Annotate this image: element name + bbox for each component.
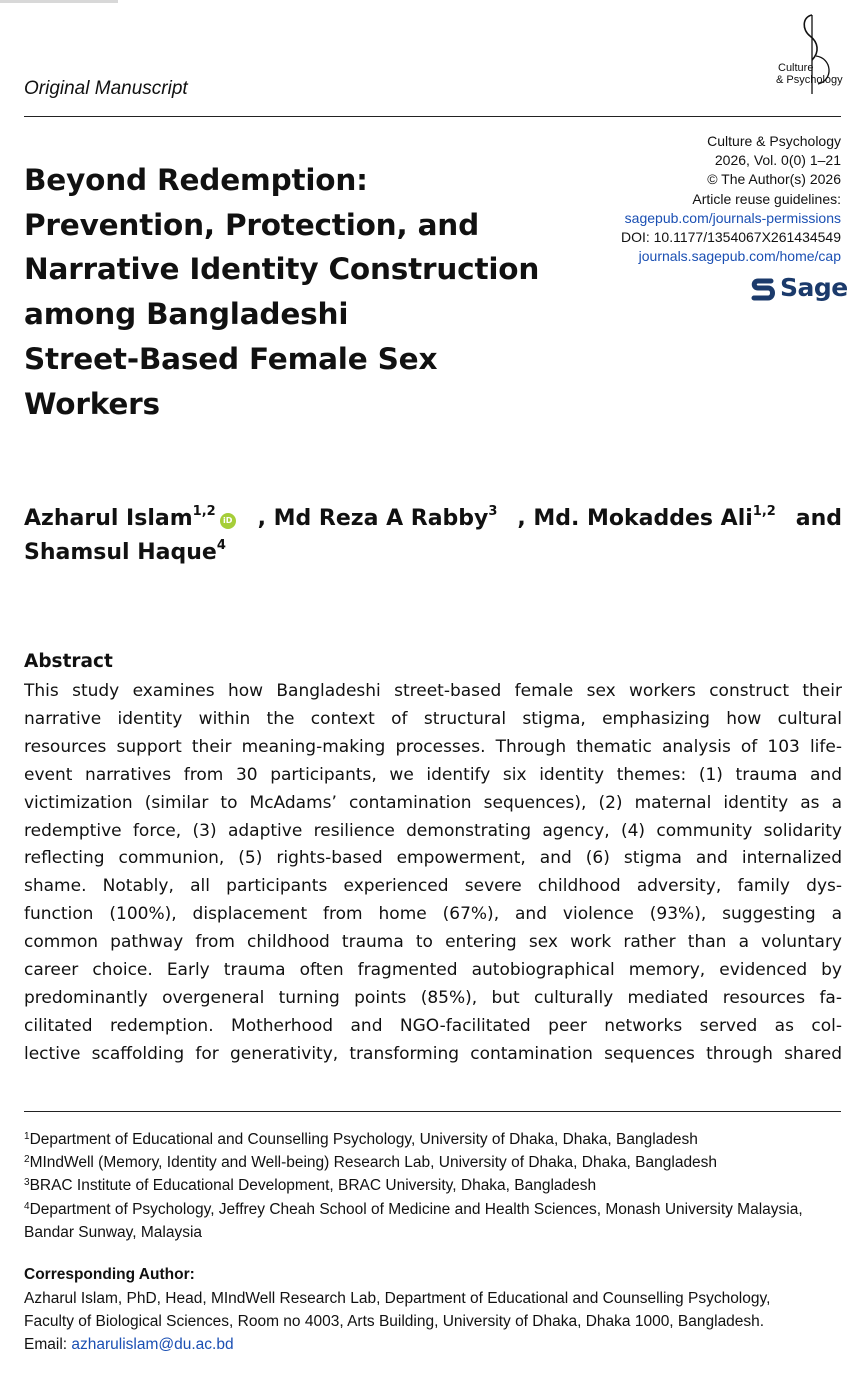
title-line: Narrative Identity Construction bbox=[24, 252, 540, 287]
journal-logo-mark bbox=[772, 12, 844, 102]
abstract-line: common pathway from childhood trauma to entering sex work rather than a voluntary bbox=[24, 932, 842, 953]
author-and: and bbox=[795, 506, 842, 531]
corresponding-email-line bbox=[24, 1333, 842, 1356]
top-strip bbox=[0, 0, 118, 3]
email-label: Email: bbox=[24, 1336, 72, 1354]
affiliation-sup: 1 bbox=[24, 1131, 30, 1142]
journal-logo bbox=[772, 12, 844, 94]
author-affil-sup: 1,2 bbox=[752, 504, 776, 519]
footnote-rule bbox=[24, 1111, 841, 1112]
permissions-link[interactable]: sagepub.com/journals-permissions bbox=[624, 209, 841, 226]
abstract-line: reflecting communion, (5) rights-based empowerment, and (6) stigma and internalized bbox=[24, 848, 842, 869]
title-line: Prevention, Protection, and bbox=[24, 207, 479, 242]
abstract-line: This study examines how Bangladeshi street-based female sex workers construct their bbox=[24, 681, 842, 701]
author-affil-sup: 4 bbox=[216, 538, 226, 553]
abstract-heading: Abstract bbox=[24, 651, 113, 672]
abstract-line: victimization (similar to McAdams’ contamination sequences), (2) maternal identity as a bbox=[24, 792, 842, 813]
abstract-line: redemptive force, (3) adaptive resilience demonstrating agency, (4) community solidarity bbox=[24, 820, 842, 841]
copyright: © The Author(s) 2026 bbox=[707, 171, 841, 188]
journal-logo-line2: & Psychology bbox=[776, 74, 843, 86]
abstract-line: function (100%), displacement from home (67%), and violence (93%), suggesting a bbox=[24, 904, 842, 925]
email-link[interactable]: azharulislam@du.ac.bd bbox=[71, 1336, 234, 1354]
article-title bbox=[24, 158, 584, 426]
affiliation-item bbox=[24, 1174, 842, 1197]
affiliation-text: Department of Psychology, Jeffrey Cheah School of Medicine and Health Sciences, Monash University Malaysia, bbox=[29, 1200, 803, 1218]
abstract-line: lective scaffolding for generativity, transforming contamination sequences through shared bbox=[24, 1043, 842, 1064]
abstract-line: career choice. Early trauma often fragmented autobiographical memory, evidenced by bbox=[24, 960, 842, 981]
abstract-line: event narratives from 30 participants, we identify six identity themes: (1) trauma and bbox=[24, 764, 842, 785]
volume-info: 2026, Vol. 0(0) 1–21 bbox=[714, 152, 841, 169]
affiliation-continuation: Bandar Sunway, Malaysia bbox=[24, 1223, 203, 1241]
author-name: Shamsul Haque bbox=[24, 540, 217, 565]
affiliations bbox=[24, 1128, 842, 1244]
journal-logo-line1: Culture bbox=[778, 62, 814, 74]
affiliation-sup: 3 bbox=[24, 1177, 30, 1189]
header-rule bbox=[24, 116, 841, 117]
title-line: Workers bbox=[24, 386, 160, 421]
abstract-line: cilitated redemption. Motherhood and NGO-facilitated peer networks served as col- bbox=[24, 1015, 842, 1036]
corresponding-heading: Corresponding Author: bbox=[24, 1266, 195, 1283]
affiliation-text: Department of Educational and Counselling Psychology, University of Dhaka, Dhaka, Bangladesh bbox=[29, 1131, 698, 1148]
publisher-name: Sage bbox=[780, 273, 848, 302]
author-3[interactable] bbox=[517, 502, 775, 536]
author-name: , Md Reza A Rabby bbox=[257, 506, 489, 531]
author-affil-sup: 3 bbox=[488, 504, 498, 519]
article-metadata bbox=[621, 132, 841, 266]
journal-name: Culture & Psychology bbox=[707, 133, 841, 149]
article-type-label: Original Manuscript bbox=[24, 78, 188, 99]
affiliation-text: MIndWell (Memory, Identity and Well-being) Research Lab, University of Dhaka, Dhaka, Bangladesh bbox=[29, 1154, 718, 1172]
author-name: , Md. Mokaddes Ali bbox=[517, 506, 753, 531]
corresponding-line: Azharul Islam, PhD, Head, MIndWell Research Lab, Department of Educational and Counselling Psychology, bbox=[24, 1290, 771, 1307]
author-1[interactable] bbox=[24, 502, 238, 536]
affiliation-sup: 4 bbox=[24, 1200, 30, 1212]
affiliation-item bbox=[24, 1151, 842, 1174]
author-name: Azharul Islam bbox=[24, 506, 193, 531]
abstract-line: shame. Notably, all participants experienced severe childhood adversity, family dys- bbox=[24, 876, 842, 897]
publisher-logo bbox=[750, 273, 848, 306]
abstract-body bbox=[24, 678, 842, 1069]
author-2[interactable] bbox=[258, 502, 498, 536]
abstract-line: narrative identity within the context of structural stigma, emphasizing how cultural bbox=[24, 708, 842, 729]
title-line: among Bangladeshi bbox=[24, 297, 349, 332]
corresponding-line: Faculty of Biological Sciences, Room no 4003, Arts Building, University of Dhaka, Dhaka 1000, Bangladesh. bbox=[24, 1313, 765, 1331]
orcid-icon[interactable]: iD bbox=[220, 513, 236, 529]
author-affil-sup: 1,2 bbox=[192, 504, 216, 519]
affiliation-text: BRAC Institute of Educational Development, BRAC University, Dhaka, Bangladesh bbox=[29, 1177, 597, 1195]
author-list bbox=[24, 502, 842, 570]
affiliation-item bbox=[24, 1128, 842, 1151]
corresponding-details bbox=[24, 1287, 842, 1357]
title-line: Beyond Redemption: bbox=[24, 163, 368, 197]
author-4[interactable] bbox=[24, 540, 226, 565]
journal-link[interactable]: journals.sagepub.com/home/cap bbox=[638, 248, 841, 265]
doi: DOI: 10.1177/1354067X261434549 bbox=[620, 229, 841, 246]
reuse-label: Article reuse guidelines: bbox=[692, 190, 841, 207]
sage-s-icon bbox=[750, 276, 776, 304]
affiliation-sup: 2 bbox=[24, 1154, 30, 1166]
affiliation-item bbox=[24, 1198, 842, 1221]
abstract-line: resources support their meaning-making processes. Through thematic analysis of 103 life- bbox=[24, 736, 842, 757]
abstract-line: predominantly overgeneral turning points (85%), but culturally mediated resources fa- bbox=[24, 987, 842, 1008]
title-line: Street-Based Female Sex bbox=[24, 341, 438, 376]
